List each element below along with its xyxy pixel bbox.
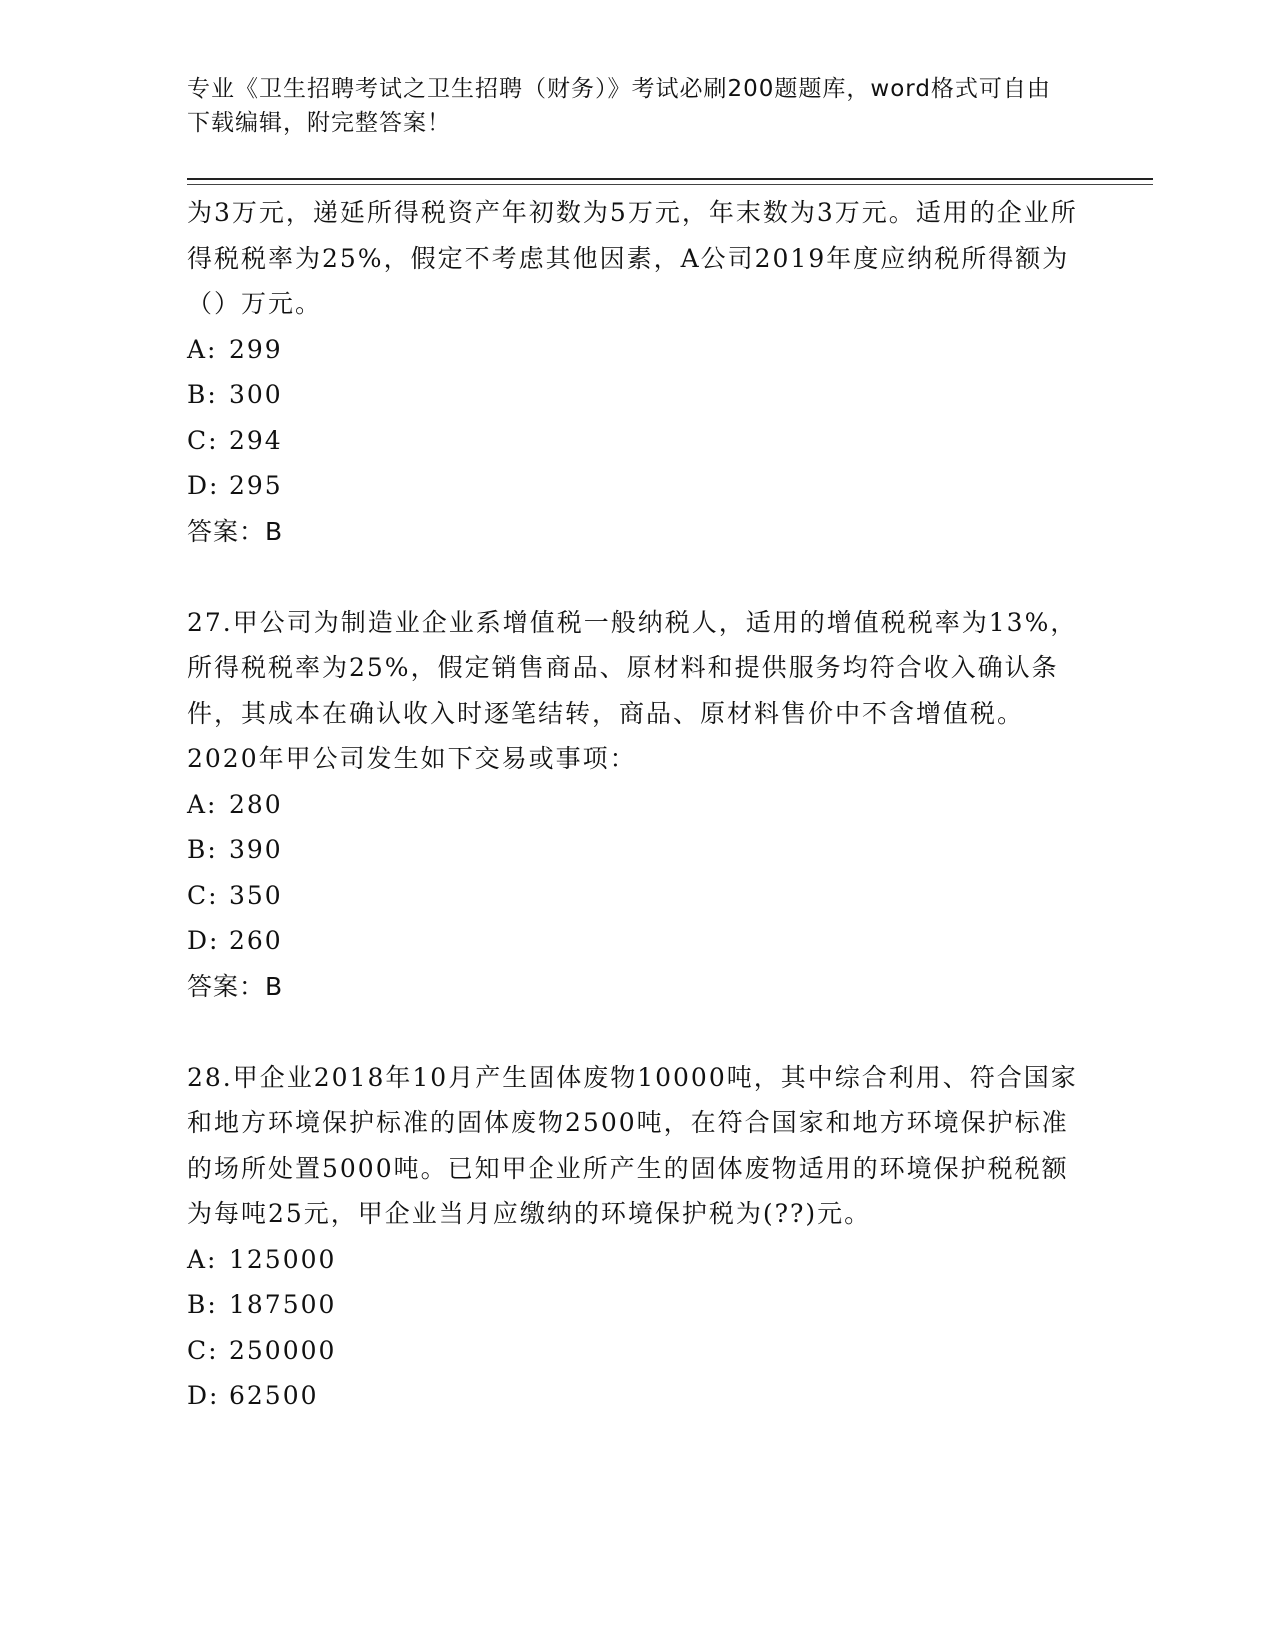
option-key: A: [187,789,218,819]
option-key: A: [187,334,218,364]
option-value: 390 [229,835,283,864]
spacer [187,554,1087,600]
option-value: 187500 [229,1290,337,1319]
option-value: 260 [229,926,283,955]
option-value: 295 [229,471,283,500]
option-c [187,418,1087,464]
question-block [187,190,1087,554]
option-a [187,1237,1087,1283]
option-value: 294 [229,425,283,455]
header-rule-thin [187,184,1153,185]
option-c [187,873,1087,919]
option-key: C: [187,425,219,455]
option-d [187,918,1087,964]
option-d [187,1373,1087,1419]
option-b [187,827,1087,873]
option-a [187,782,1087,828]
question-list [187,190,1087,1419]
answer-line: 答案：B [187,971,284,1001]
option-key: D: [187,1381,220,1410]
option-d [187,463,1087,509]
option-key: B: [187,835,218,864]
question-stem: 28.甲企业2018年10月产生固体废物10000吨，其中综合利用、符合国家和地方环境保护标准的固体废物2500吨，在符合国家和地方环境保护标准的场所处置5000吨。已知甲企业所产生的固体废物适用的环境保护税税额为每吨25元，甲企业当月应缴纳的环境保护税为(??)元。 [187,1062,1078,1228]
question-block [187,1055,1087,1419]
option-key: B: [187,1290,218,1319]
option-key: C: [187,880,219,910]
option-value: 299 [229,334,283,364]
option-value: 280 [229,789,283,819]
answer-line: 答案：B [187,516,284,546]
question-stem: 为3万元，递延所得税资产年初数为5万元，年末数为3万元。适用的企业所得税税率为25%，假定不考虑其他因素，A公司2019年度应纳税所得额为（）万元。 [187,198,1078,318]
document-header: 专业《卫生招聘考试之卫生招聘（财务）》考试必刷200题题库，word格式可自由下载编辑，附完整答案！ [187,76,1051,136]
question-stem: 27.甲公司为制造业企业系增值税一般纳税人，适用的增值税税率为13%，所得税税率为25%，假定销售商品、原材料和提供服务均符合收入确认条件，其成本在确认收入时逐笔结转，商品、原材料售价中不含增值税。2020年甲公司发生如下交易或事项： [187,607,1078,773]
option-key: B: [187,380,218,409]
option-key: D: [187,926,220,955]
option-value: 350 [229,880,283,910]
header-rule-thick [187,178,1153,180]
option-a [187,327,1087,373]
option-c [187,1328,1087,1374]
option-key: D: [187,471,220,500]
option-key: A: [187,1244,218,1274]
question-block [187,600,1087,1010]
spacer [187,1009,1087,1055]
option-key: C: [187,1335,219,1365]
option-b [187,1282,1087,1328]
option-value: 250000 [229,1335,337,1365]
option-value: 62500 [229,1381,319,1410]
option-value: 125000 [229,1244,337,1274]
option-b [187,372,1087,418]
option-value: 300 [229,380,283,409]
